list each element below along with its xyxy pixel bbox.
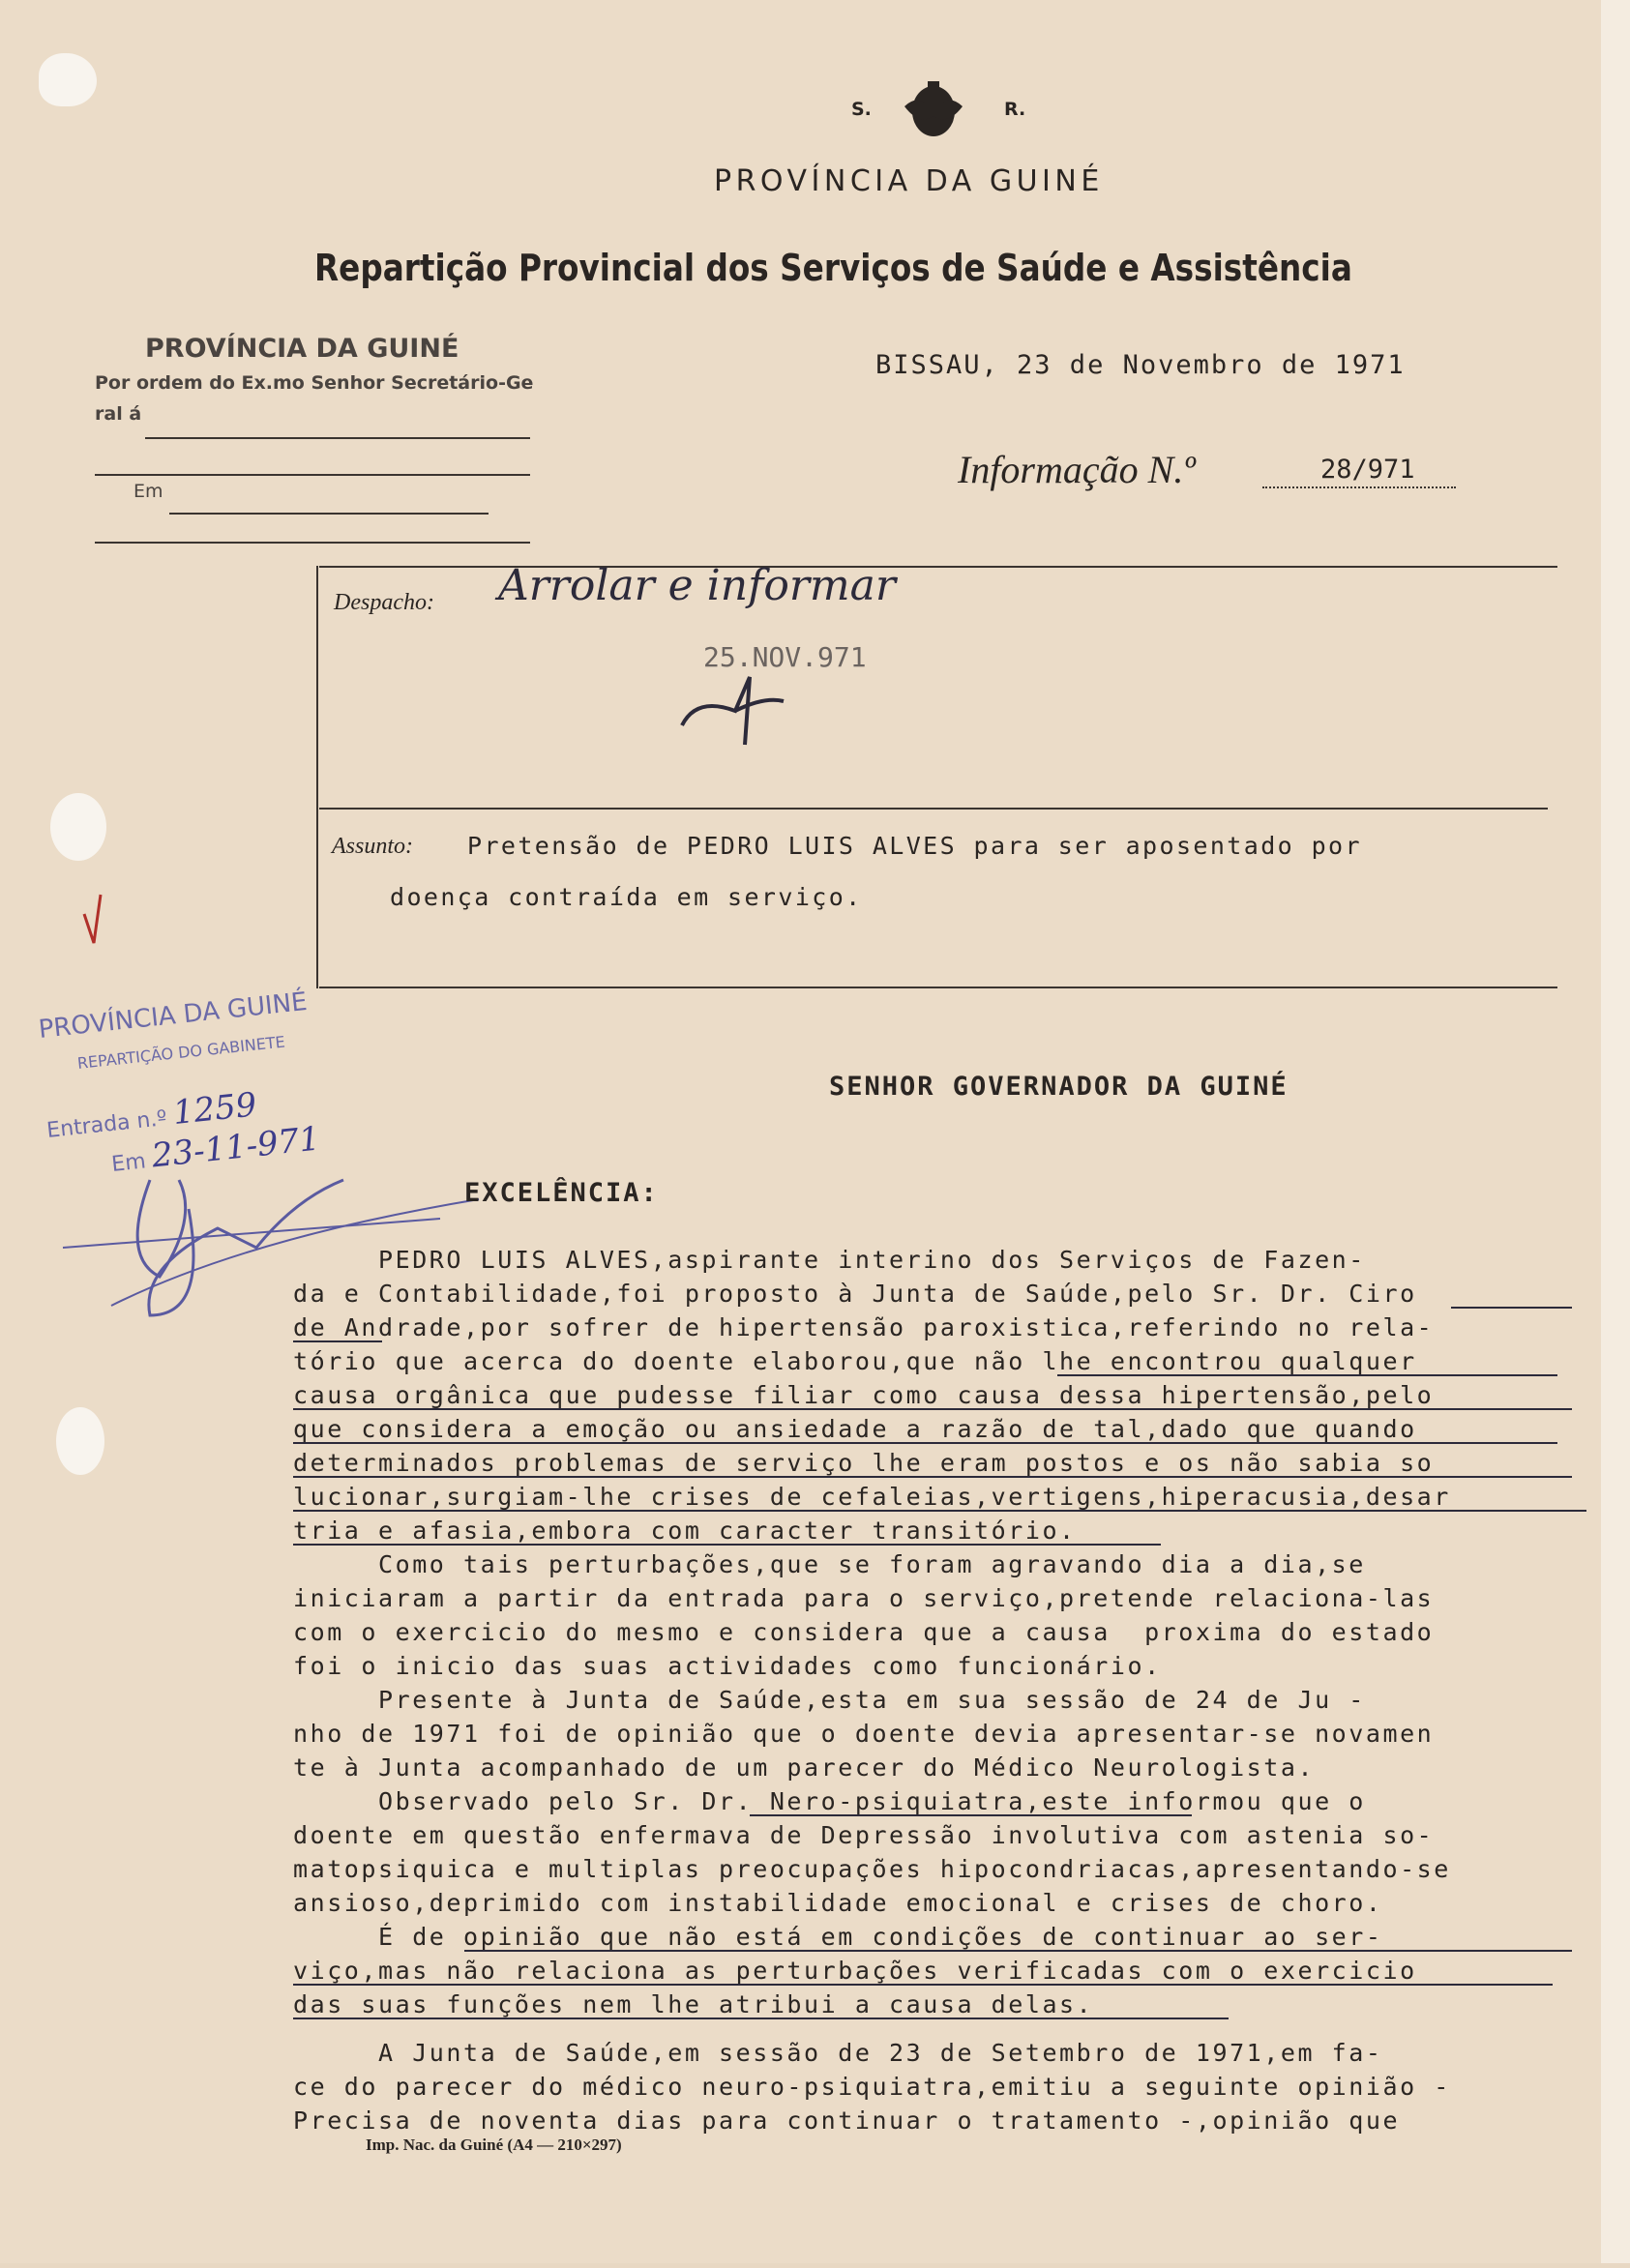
body-line: causa orgânica que pudesse filiar como causa dessa hipertensão,pelo xyxy=(293,1381,1435,1409)
body-line: Presente à Junta de Saúde,esta em sua sessão de 24 de Ju - xyxy=(293,1686,1366,1714)
body-line: Observado pelo Sr. Dr. Nero-psiquiatra,este informou que o xyxy=(293,1787,1366,1815)
body-line: ansioso,deprimido com instabilidade emocional e crises de choro. xyxy=(293,1889,1383,1917)
despacho-signature xyxy=(677,658,822,754)
body-line: iniciaram a partir da entrada para o serviço,pretende relaciona-las xyxy=(293,1584,1435,1612)
despacho-date-stamp: 25.NOV.971 xyxy=(703,641,867,673)
body-line: doente em questão enfermava de Depressão involutiva com astenia so- xyxy=(293,1821,1435,1849)
body-line: viço,mas não relaciona as perturbações verificadas com o exercicio xyxy=(293,1957,1417,1985)
body-line: A Junta de Saúde,em sessão de 23 de Setembro de 1971,em fa- xyxy=(293,2039,1383,2067)
s-letter: S. xyxy=(851,99,872,120)
assunto-line2: doença contraída em serviço. xyxy=(390,883,863,911)
footer-imprint: Imp. Nac. da Guiné (A4 — 210×297) xyxy=(366,2135,622,2154)
department-title: Repartição Provincial dos Serviços de Saúde e Assistência xyxy=(314,247,1352,289)
punch-hole-top xyxy=(39,53,97,106)
body-line: Precisa de noventa dias para continuar o tratamento -,opinião que xyxy=(293,2106,1401,2135)
crest-emblem xyxy=(895,77,972,145)
province-title: PROVÍNCIA DA GUINÉ xyxy=(714,164,1104,198)
place-date: BISSAU, 23 de Novembro de 1971 xyxy=(875,350,1406,380)
body-line: É de opinião que não está em condições de continuar ao ser- xyxy=(293,1923,1383,1951)
entry-stamp-line1: PROVÍNCIA DA GUINÉ xyxy=(37,987,309,1045)
body-line: das suas funções nem lhe atribui a causa delas. xyxy=(293,1990,1094,2018)
assunto-line1: Pretensão de PEDRO LUIS ALVES para ser aposentado por xyxy=(467,832,1362,860)
punch-hole-middle xyxy=(50,793,106,861)
addressee: SENHOR GOVERNADOR DA GUINÉ xyxy=(829,1072,1289,1102)
left-rule-4 xyxy=(95,542,530,544)
entrada-number: 1259 xyxy=(170,1085,259,1134)
body-line: matopsiquica e multiplas preocupações hipocondriacas,apresentando-se xyxy=(293,1855,1451,1883)
punch-hole-bottom xyxy=(56,1407,104,1475)
salutation: EXCELÊNCIA: xyxy=(464,1178,659,1208)
body-line: determinados problemas de serviço lhe eram postos e os não sabia so xyxy=(293,1449,1435,1477)
body-line: PEDRO LUIS ALVES,aspirante interino dos Serviços de Fazen- xyxy=(293,1246,1366,1274)
body-line: que considera a emoção ou ansiedade a razão de tal,dado que quando xyxy=(293,1415,1417,1443)
entry-em-label: Em xyxy=(110,1149,147,1177)
info-label: Informação N.º xyxy=(958,448,1196,491)
entry-stamp-line2: REPARTIÇÃO DO GABINETE xyxy=(76,1032,286,1073)
body-line: de Andrade,por sofrer de hipertensão paroxistica,referindo no rela- xyxy=(293,1313,1435,1341)
body-line: nho de 1971 foi de opinião que o doente devia apresentar-se novamen xyxy=(293,1720,1435,1748)
box-middle-rule xyxy=(319,808,1548,810)
page-edge xyxy=(1601,0,1630,2263)
left-rule-2 xyxy=(95,474,530,476)
body-line: da e Contabilidade,foi proposto à Junta de Saúde,pelo Sr. Dr. Ciro xyxy=(293,1280,1417,1308)
body-line: te à Junta acompanhado de um parecer do Médico Neurologista. xyxy=(293,1753,1316,1782)
left-block-em: Em xyxy=(133,481,163,502)
left-block-line2: ral á xyxy=(95,403,142,425)
left-rule-1 xyxy=(145,437,530,439)
body-line: Como tais perturbações,que se foram agravando dia a dia,se xyxy=(293,1550,1366,1578)
body-line: lucionar,surgiam-lhe crises de cefaleias,vertigens,hiperacusia,desar xyxy=(293,1483,1451,1511)
left-block-line1: Por ordem do Ex.mo Senhor Secretário-Ge xyxy=(95,372,534,394)
body-line: tório que acerca do doente elaborou,que não lhe encontrou qualquer xyxy=(293,1347,1417,1375)
body-line: ce do parecer do médico neuro-psiquiatra,emitiu a seguinte opinião - xyxy=(293,2073,1451,2101)
r-letter: R. xyxy=(1004,99,1026,120)
despacho-label: Despacho: xyxy=(334,590,434,615)
box-bottom-rule xyxy=(319,987,1557,988)
left-rule-3 xyxy=(169,513,489,515)
box-left-rule xyxy=(316,566,318,988)
info-number: 28/971 xyxy=(1320,455,1415,485)
body-line: tria e afasia,embora com caracter transitório. xyxy=(293,1517,1077,1545)
info-dotted-line xyxy=(1262,486,1456,488)
assunto-label: Assunto: xyxy=(332,834,413,859)
entry-em-date: 23-11-971 xyxy=(150,1119,322,1176)
body-line: com o exercicio do mesmo e considera que a causa proxima do estado xyxy=(293,1618,1435,1646)
entrada-label: Entrada n.º xyxy=(45,1106,168,1143)
red-check-mark xyxy=(79,890,108,948)
left-block-title: PROVÍNCIA DA GUINÉ xyxy=(145,334,459,364)
body-line: foi o inicio das suas actividades como funcionário. xyxy=(293,1652,1162,1680)
despacho-handwriting: Arrolar e informar xyxy=(498,561,896,610)
